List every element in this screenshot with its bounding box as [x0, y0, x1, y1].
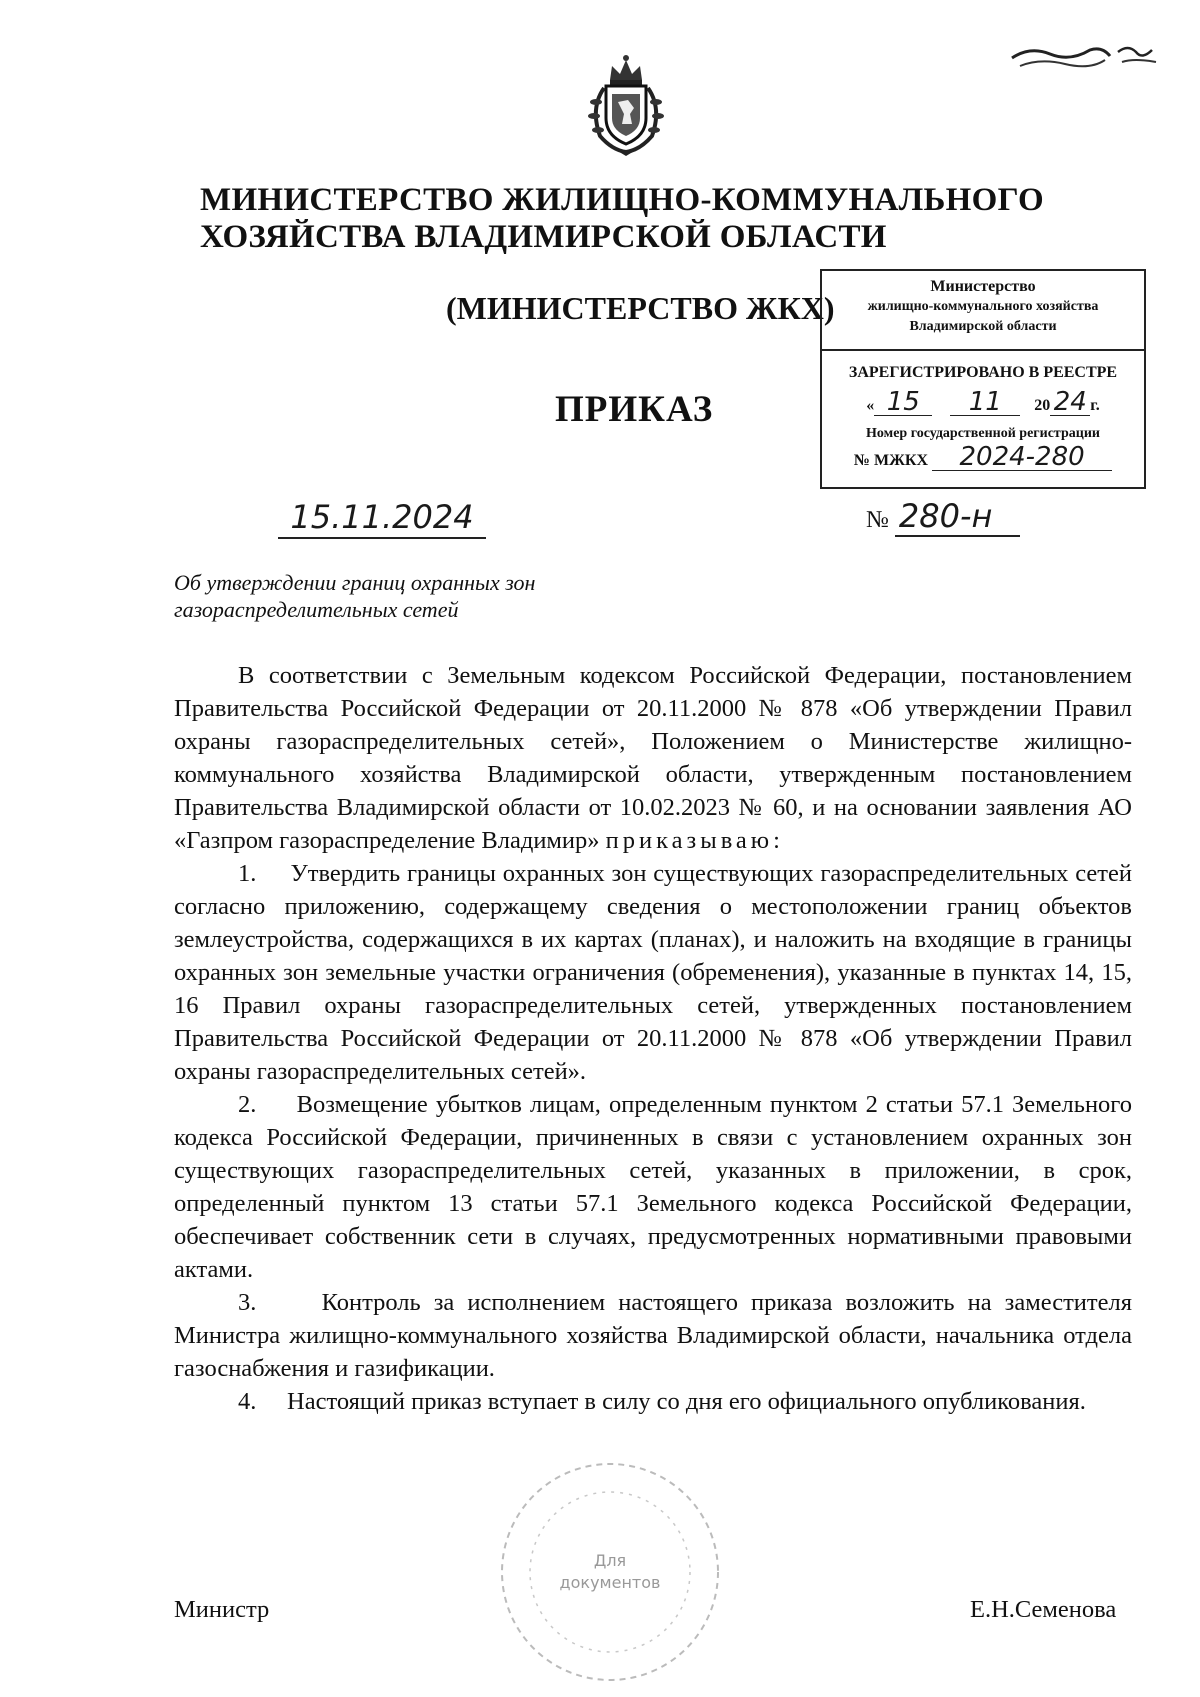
order-date: 15.11.2024 — [278, 497, 486, 539]
document-type-title: ПРИКАЗ — [555, 389, 714, 430]
subject-line1: Об утверждении границ охранных зон — [174, 570, 536, 595]
order-number-value: 280-н — [895, 497, 1021, 537]
order-subject — [174, 569, 614, 623]
body-item-3: 3. Контроль за исполнением настоящего приказа возложить на заместителя Министра жилищно-коммунального хозяйства Владимирской области, начальника отдела газоснабжения и газификации. — [174, 1289, 1132, 1382]
ministry-title-line2: ХОЗЯЙСТВА ВЛАДИМИРСКОЙ ОБЛАСТИ — [200, 219, 887, 255]
stamp-month: 11 — [950, 389, 1020, 416]
handwritten-mark-icon — [1010, 36, 1160, 76]
decree-word: приказываю: — [605, 827, 784, 854]
body-item-1: 1. Утвердить границы охранных зон существующих газораспределительных сетей согласно приложению, содержащему сведения о местоположении границ объектов землеустройства, содержащихся в их картах (планах), и наложить на входящие в границы охранных зон земельные участки ограничения (обременения), указанные в пунктах 14, 15, 16 Правил охраны газораспределительных сетей, утвержденных постановлением Правительства Российской Федерации от 20.11.2000 № 878 «Об утверждении Правил охраны газораспределительных сетей». — [174, 860, 1132, 1085]
preamble-text: В соответствии с Земельным кодексом Российской Федерации, постановлением Правительства Российской Федерации от 20.11.2000 № 878 «Об утверждении Правил охраны газораспределительных сетей», Положением о Министерстве жилищно-коммунального хозяйства Владимирской области, утвержденным постановлением Правительства Владимирской области от 10.02.2023 № 60, и на основании заявления АО «Газпром газораспределение Владимир» — [174, 662, 1132, 854]
stamp-year-suffix: 24 — [1050, 389, 1090, 416]
stamp-reg-number-label: Номер государственной регистрации — [866, 426, 1100, 441]
stamp-year-prefix: 20 — [1034, 397, 1051, 414]
stamp-open-quote: « — [866, 397, 875, 414]
stamp-org-line3: Владимирской области — [909, 319, 1057, 334]
stamp-org-line2: жилищно-коммунального хозяйства — [867, 299, 1099, 314]
stamp-date-row — [828, 389, 1138, 416]
stamp-reg-number-value: 2024-280 — [932, 444, 1112, 471]
order-number-prefix: № — [866, 507, 889, 533]
seal-text-line1: Для — [593, 1551, 627, 1570]
body-item-2: 2. Возмещение убытков лицам, определенным пунктом 2 статьи 57.1 Земельного кодекса Российской Федерации, причиненных в связи с установлением охранных зон существующих газораспределительных сетей, указанных в приложении, в срок, определенный пунктом 13 статьи 57.1 Земельного кодекса Российской Федерации, обеспечивает собственник сети в случаях, предусмотренных нормативными правовыми актами. — [174, 1091, 1132, 1283]
signatory-name: Е.Н.Семенова — [970, 1596, 1117, 1623]
stamp-reg-number-prefix: № МЖКХ — [853, 452, 929, 469]
stamp-year-abbr: г. — [1090, 397, 1100, 414]
round-seal — [490, 1452, 730, 1692]
subject-line2: газораспределительных сетей — [174, 597, 459, 622]
registration-stamp — [820, 269, 1146, 489]
order-number — [866, 497, 1020, 537]
stamp-reg-number-row — [828, 444, 1138, 471]
ministry-title — [200, 182, 1045, 256]
body-preamble — [174, 659, 1132, 857]
stamp-organization — [822, 271, 1144, 351]
stamp-org-line1: Министерство — [930, 278, 1036, 295]
body-item-4: 4. Настоящий приказ вступает в силу со дня его официального опубликования. — [238, 1388, 1086, 1415]
signatory-position: Министр — [174, 1596, 270, 1623]
ministry-short-name: (МИНИСТЕРСТВО ЖКХ) — [446, 290, 835, 326]
seal-text-line2: документов — [559, 1573, 661, 1592]
stamp-registered-label: ЗАРЕГИСТРИРОВАНО В РЕЕСТРЕ — [848, 364, 1118, 381]
stamp-day: 15 — [874, 389, 932, 416]
round-seal-icon — [490, 1452, 730, 1692]
ministry-title-line1: МИНИСТЕРСТВО ЖИЛИЩНО-КОММУНАЛЬНОГО — [200, 182, 1045, 218]
order-body — [174, 659, 1132, 1418]
coat-of-arms-vladimir-icon — [576, 52, 676, 158]
stamp-registration-block — [822, 351, 1144, 471]
